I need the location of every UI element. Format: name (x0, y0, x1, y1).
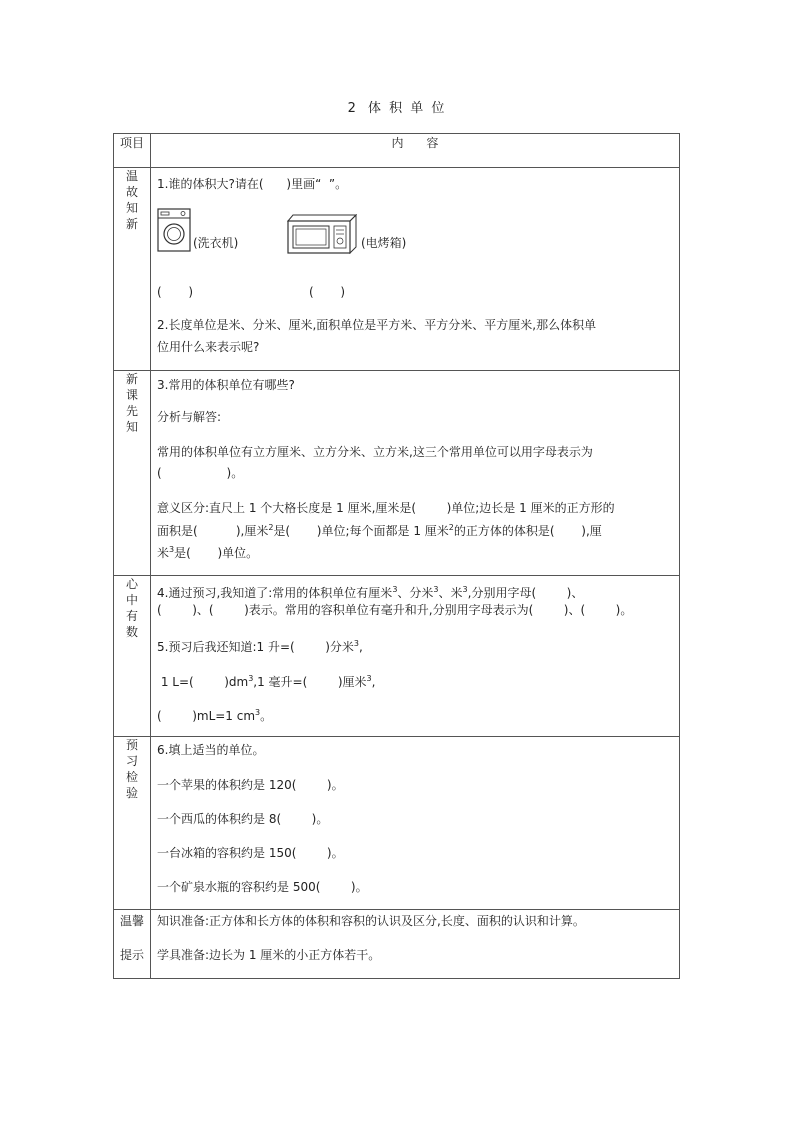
header-row (114, 134, 680, 168)
new-q3: 3.常用的体积单位有哪些? (157, 378, 295, 392)
new-p2-line2-b: 是( )单位;每个面都是 1 厘米 (273, 524, 449, 538)
new-p2-line2-a: 面积是( ),厘米 (157, 524, 269, 538)
check-label-text: 预习检验 (125, 738, 138, 800)
mind-q5-line1 (157, 635, 363, 656)
mind-q4-sup3: 3 (462, 585, 468, 594)
check-content (151, 737, 680, 910)
title-number: 2 (347, 101, 358, 116)
appliance-washer (157, 208, 238, 252)
new-p2-line3 (157, 541, 258, 562)
mind-q4-sup1: 3 (392, 585, 398, 594)
new-row (114, 371, 680, 576)
oven-label: (电烤箱) (361, 236, 407, 250)
mind-q5-d: ,1 毫升=( )厘米 (253, 675, 367, 689)
mind-q5-b: , (358, 640, 363, 654)
mind-row (114, 576, 680, 737)
new-label (114, 371, 151, 576)
check-line-2: 一个西瓜的体积约是 8( )。 (157, 812, 329, 826)
mind-q5-sup4: 3 (255, 708, 261, 717)
mind-label (114, 576, 151, 737)
review-label-text: 温故知新 (125, 169, 138, 231)
mind-label-text: 心中有数 (125, 577, 138, 639)
new-p2-line2 (157, 519, 602, 540)
new-p2-line3-b: 是( )单位。 (174, 546, 259, 560)
title-text: 体 积 单 位 (367, 101, 447, 116)
mind-q4-c: 、米 (438, 586, 463, 600)
header-col1: 项目 (114, 134, 151, 168)
new-content (151, 371, 680, 576)
tips-line-2: 学具准备:边长为 1 厘米的小正方体若干。 (157, 948, 381, 962)
new-p1-line1: 常用的体积单位有立方厘米、立方分米、立方米,这三个常用单位可以用字母表示为 (157, 445, 593, 459)
mind-q5-a: 5.预习后我还知道:1 升=( )分米 (157, 640, 354, 654)
tips-label-1: 温馨 (119, 914, 144, 928)
new-p2-line1: 意义区分:直尺上 1 个大格长度是 1 厘米,厘米是( )单位;边长是 1 厘米的正方形的 (157, 501, 615, 515)
new-p2-line3-sup: 3 (169, 545, 175, 554)
tips-line-1: 知识准备:正方体和长方体的体积和容积的认识及区分,长度、面积的认识和计算。 (157, 914, 585, 928)
mind-q5-sup2: 3 (248, 674, 254, 683)
mind-q4-a: 4.通过预习,我知道了:常用的体积单位有厘米 (157, 586, 393, 600)
review-q2-line2: 位用什么来表示呢? (157, 340, 260, 354)
review-row (114, 168, 680, 371)
page-title (0, 97, 794, 116)
mind-q5-sup3: 3 (366, 674, 372, 683)
review-content (151, 168, 680, 371)
mind-q5-e: , (371, 675, 376, 689)
washing-machine-icon (157, 208, 191, 252)
new-p2-sup1: 2 (268, 523, 274, 532)
mind-q5-line2 (157, 670, 375, 691)
washer-label: (洗衣机) (193, 236, 239, 250)
check-line-1: 一个苹果的体积约是 120( )。 (157, 778, 344, 792)
mind-q5-sup: 3 (353, 639, 359, 648)
mind-q4-line1 (157, 581, 583, 602)
header-col2 (151, 134, 680, 168)
review-q2-line1: 2.长度单位是米、分米、厘米,面积单位是平方米、平方分米、平方厘米,那么体积单 (157, 318, 597, 332)
check-line-4: 一个矿泉水瓶的容积约是 500( )。 (157, 880, 368, 894)
mind-q5-line3 (157, 704, 272, 725)
mind-q4-b: 、分米 (397, 586, 434, 600)
new-p1-line2[interactable]: ( )。 (157, 466, 244, 480)
review-q1: 1.谁的体积大?请在( )里画“ ”。 (157, 177, 348, 191)
mind-q5-g: 。 (260, 709, 273, 723)
review-label (114, 168, 151, 371)
mind-content (151, 576, 680, 737)
new-label-text: 新课先知 (125, 372, 138, 434)
tips-label-2: 提示 (119, 948, 144, 962)
mind-q4-sup2: 3 (433, 585, 439, 594)
check-line-3: 一台冰箱的容积约是 150( )。 (157, 846, 344, 860)
review-answer-2[interactable]: ( ) (309, 285, 346, 299)
new-p2-line3-a: 米 (157, 546, 170, 560)
appliance-oven (287, 214, 406, 254)
check-label (114, 737, 151, 910)
tips-row (114, 910, 680, 979)
review-answer-1[interactable]: ( ) (157, 285, 194, 299)
mind-q5-c: 1 L=( )dm (157, 675, 249, 689)
worksheet-table (113, 133, 680, 979)
tips-content (151, 910, 680, 979)
check-row (114, 737, 680, 910)
check-q6: 6.填上适当的单位。 (157, 743, 265, 757)
new-analysis: 分析与解答: (157, 410, 222, 424)
mind-q4-line2: ( )、( )表示。常用的容积单位有毫升和升,分别用字母表示为( )、( )。 (157, 603, 633, 617)
microwave-oven-icon (287, 214, 357, 254)
mind-q5-f: ( )mL=1 cm (157, 709, 256, 723)
new-p2-line2-c: 的正方体的体积是( ),厘 (453, 524, 602, 538)
header-col2-text: 内 容 (391, 136, 439, 150)
tips-label (114, 910, 151, 979)
new-p2-sup2: 2 (448, 523, 454, 532)
mind-q4-d: ,分别用字母( )、 (467, 586, 584, 600)
